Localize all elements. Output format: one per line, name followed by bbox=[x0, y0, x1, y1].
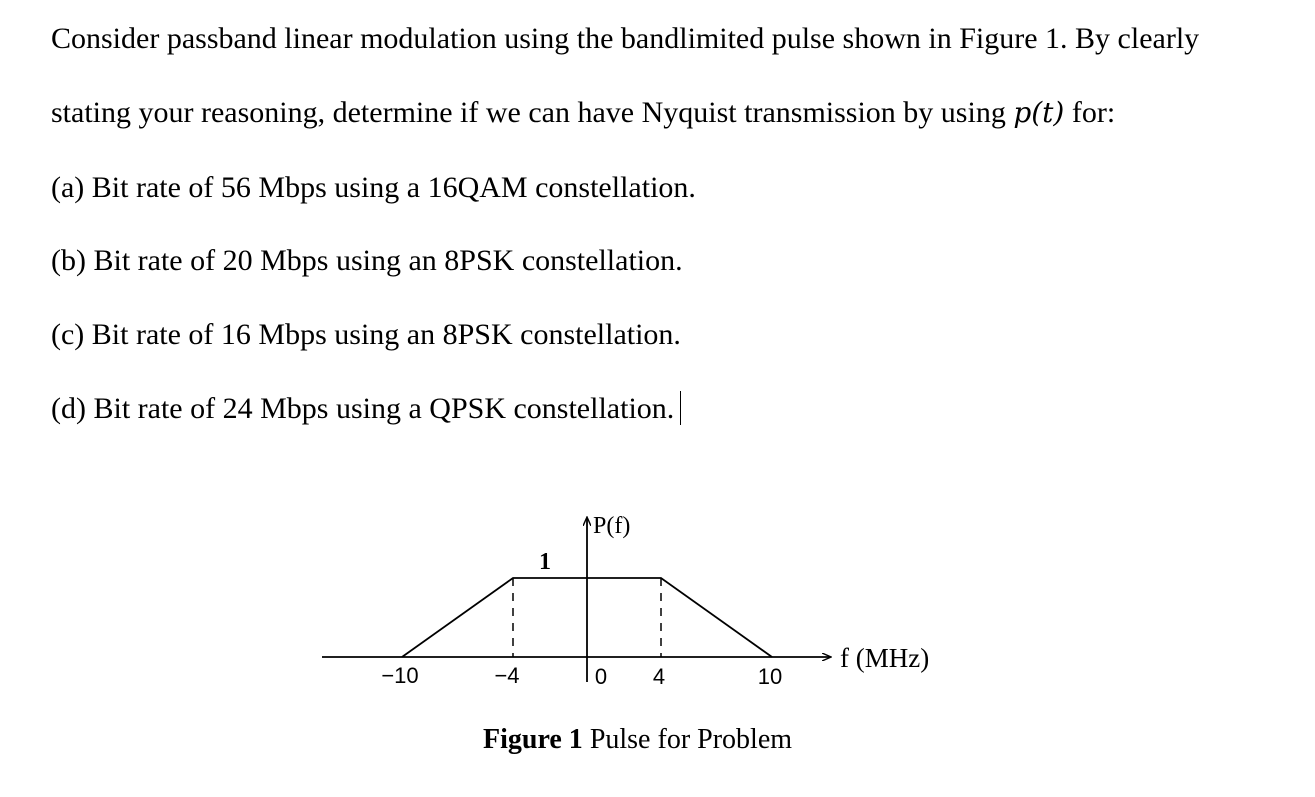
item-b-text: (b) Bit rate of 20 Mbps using an 8PSK constellation. bbox=[51, 244, 683, 277]
intro-line-2-suffix: for: bbox=[1064, 96, 1116, 129]
pulse-symbol: p(t) bbox=[1013, 96, 1065, 129]
intro-line-1-text: Consider passband linear modulation using the bandlimited pulse shown in Figure 1. By clearly bbox=[51, 22, 1200, 55]
tick-label-4: 4 bbox=[652, 664, 666, 689]
figure-caption bbox=[483, 723, 792, 757]
peak-label: 1 bbox=[539, 549, 551, 575]
item-a-text: (a) Bit rate of 56 Mbps using a 16QAM constellation. bbox=[51, 171, 696, 204]
tick-label-10: 10 bbox=[757, 664, 783, 689]
intro-line-2-prefix: stating your reasoning, determine if we can have Nyquist transmission by using bbox=[51, 96, 1014, 129]
tick-label-neg4: −4 bbox=[494, 663, 520, 688]
tick-label-neg10: −10 bbox=[381, 663, 419, 688]
item-d-text: (d) Bit rate of 24 Mbps using a QPSK constellation. bbox=[51, 392, 675, 425]
x-axis-label: f (MHz) bbox=[840, 643, 930, 673]
item-c-text: (c) Bit rate of 16 Mbps using an 8PSK constellation. bbox=[51, 318, 681, 351]
tick-label-0: 0 bbox=[594, 664, 608, 689]
y-axis-label: P(f) bbox=[593, 513, 631, 539]
caption-text: Pulse for Problem bbox=[582, 724, 793, 755]
caption-label: Figure 1 bbox=[483, 724, 583, 755]
